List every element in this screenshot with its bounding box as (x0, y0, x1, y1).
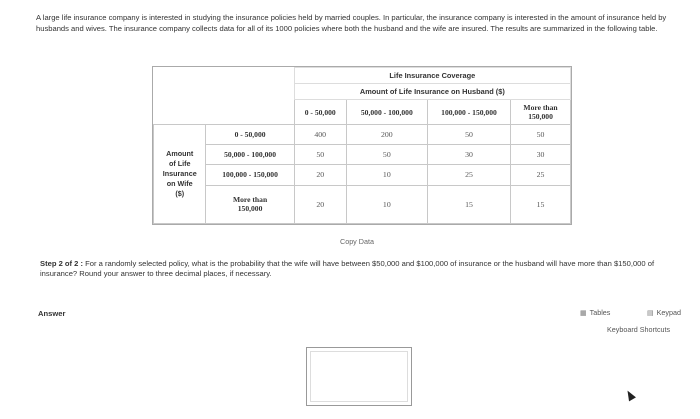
problem-intro: A large life insurance company is interested in studying the insurance policies held by married couples. In particular, the insurance company is interested in the amount of insurance held by husbands and wives. The insurance company collects data for all of its 1000 policies where both the husband and the wife are insured. The results are summarized in the following table. (36, 13, 667, 34)
table-cell: 50 (427, 125, 510, 145)
table-cell: 50 (294, 145, 346, 165)
step-text: For a randomly selected policy, what is the probability that the wife will have between $50,000 and $100,000 of insurance or the husband will have more than $150,000 of insurance? Round your answer to three decimal places, if necessary. (40, 259, 655, 278)
keypad-icon: ▤ (647, 310, 654, 317)
step-prefix: Step 2 of 2 : (40, 259, 84, 268)
table-cell: 400 (294, 125, 346, 145)
mouse-cursor-icon (624, 389, 636, 402)
column-header: 50,000 - 100,000 (346, 100, 427, 125)
keyboard-shortcuts-link[interactable]: Keyboard Shortcuts (607, 325, 671, 334)
row-group-line: of Life (168, 159, 191, 168)
table-cell: 50 (511, 125, 571, 145)
row-label: More than 150,000 (206, 185, 294, 223)
tables-label: Tables (589, 308, 611, 317)
column-header: 0 - 50,000 (294, 100, 346, 125)
table-cell: 30 (427, 145, 510, 165)
step-question (40, 259, 680, 279)
table-row (154, 125, 571, 145)
keypad-button[interactable] (647, 308, 681, 317)
table-row (154, 145, 571, 165)
table-cell: 20 (294, 185, 346, 223)
table-cell: 10 (346, 165, 427, 185)
table-cell: 10 (346, 185, 427, 223)
table-row (154, 185, 571, 223)
row-label: 0 - 50,000 (206, 125, 294, 145)
table-icon: ▦ (580, 310, 587, 317)
table-cell: 200 (346, 125, 427, 145)
table-caption: Life Insurance Coverage (294, 68, 570, 84)
coverage-table (153, 67, 571, 224)
column-header: More than 150,000 (511, 100, 571, 125)
table-row (154, 165, 571, 185)
life-insurance-table (152, 66, 572, 225)
row-label: 100,000 - 150,000 (206, 165, 294, 185)
answer-input[interactable] (306, 347, 412, 406)
row-group-line: Insurance (162, 169, 197, 178)
keypad-label: Keypad (656, 308, 682, 317)
copy-data-link[interactable]: Copy Data (340, 237, 374, 246)
column-group-header: Amount of Life Insurance on Husband ($) (294, 84, 570, 100)
row-group-line: on Wife (166, 179, 193, 188)
column-header: 100,000 - 150,000 (427, 100, 510, 125)
row-label: 50,000 - 100,000 (206, 145, 294, 165)
table-cell: 30 (511, 145, 571, 165)
table-cell: 50 (346, 145, 427, 165)
table-cell: 15 (511, 185, 571, 223)
table-cell: 25 (427, 165, 510, 185)
table-cell: 25 (511, 165, 571, 185)
tables-button[interactable] (580, 308, 610, 317)
row-group-line: ($) (175, 189, 185, 198)
table-cell: 15 (427, 185, 510, 223)
table-cell: 20 (294, 165, 346, 185)
answer-label: Answer (38, 309, 66, 318)
row-group-header (154, 125, 206, 224)
row-group-line: Amount (166, 149, 194, 158)
